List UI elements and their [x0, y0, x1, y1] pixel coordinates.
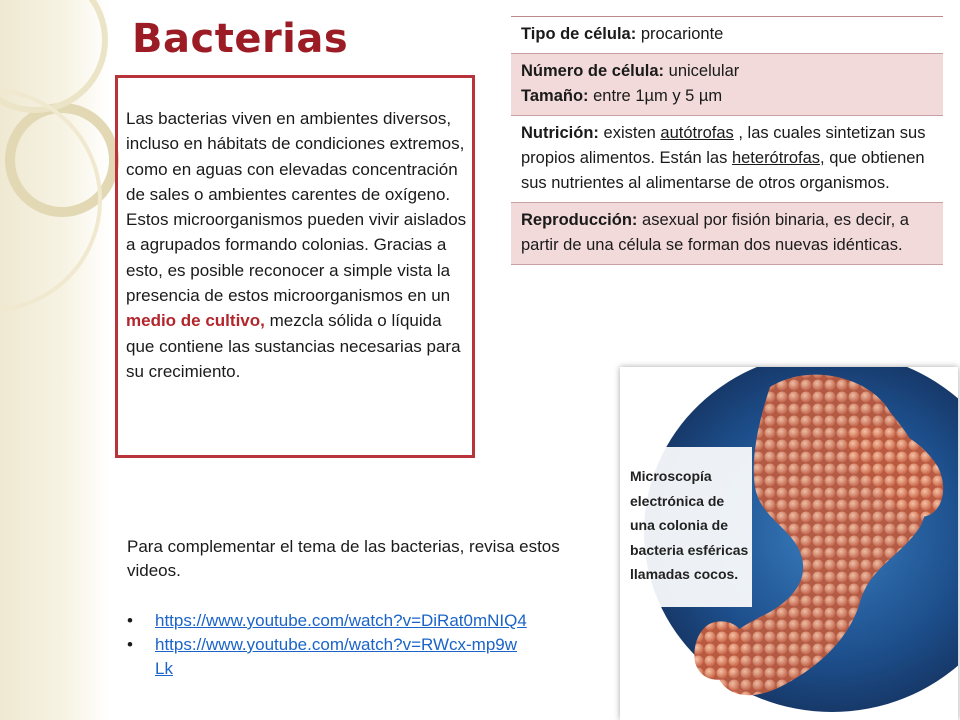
page-title: Bacterias [132, 16, 349, 62]
description-box [115, 75, 475, 458]
nutrition-text-b: , las cuales sintetizan sus propios alimentos. Están las [521, 124, 926, 167]
list-item [127, 609, 595, 633]
cell-number-value: unicelular [668, 62, 740, 80]
size-label: Tamaño: [521, 87, 589, 105]
row-nutrition [511, 116, 943, 203]
caption-line: una colonia de [630, 517, 729, 533]
description-part1: Las bacterias viven en ambientes diversos, incluso en hábitats de condiciones extremos, como en aguas con elevadas concentración de sales o ambientes carentes de oxígeno. [126, 109, 465, 204]
nutrition-text-c: que obtienen sus nutrientes al alimentarse de otros organismos. [521, 149, 925, 192]
decorative-circles [0, 0, 130, 330]
cell-type-label: Tipo de célula: [521, 25, 637, 43]
list-item [127, 633, 595, 681]
complement-text: Para complementar el tema de las bacterias, revisa estos videos. [127, 537, 560, 580]
cell-type-value: procarionte [640, 25, 724, 43]
bullet-icon: • [127, 635, 133, 654]
reproduction-value: asexual por fisión binaria, es decir, a partir de una célula se forman dos nuevas idénticas. [521, 211, 909, 254]
video-link-1[interactable]: https://www.youtube.com/watch?v=DiRat0mNIQ4 [155, 611, 527, 630]
caption-line: bacteria esféricas [630, 541, 749, 558]
size-value: entre 1µm y 5 µm [593, 87, 723, 105]
description-part2: Estos microorganismos pueden vivir aislados a agrupados formando colonias. Gracias a esto, es posible reconocer a simple vista la presencia de estos microorganismos en un [126, 210, 467, 306]
caption-line: Microscopía [630, 468, 712, 484]
row-cell-type [511, 17, 943, 54]
image-caption [630, 464, 748, 587]
video-links-list [127, 609, 595, 681]
row-number-size [511, 54, 943, 116]
cell-number-label: Número de célula: [521, 62, 665, 80]
row-reproduction [511, 203, 943, 265]
caption-line: llamadas cocos. [630, 566, 739, 582]
description-part3: mezcla sólida o líquida que contiene las sustancias necesarias para su crecimiento. [126, 311, 461, 381]
bullet-icon: • [127, 611, 133, 630]
caption-line: electrónica de [630, 492, 725, 509]
characteristics-table [511, 16, 943, 265]
reproduction-label: Reproducción: [521, 211, 638, 229]
video-link-2[interactable]: https://www.youtube.com/watch?v=RWcx-mp9wLk [155, 635, 518, 678]
nutrition-label: Nutrición: [521, 124, 599, 142]
nutrition-text-a: existen [603, 124, 656, 142]
heterotrophs-link[interactable]: heterótrofas, [731, 149, 825, 167]
microscopy-image [620, 367, 958, 720]
autotrophs-link[interactable]: autótrofas [660, 124, 734, 142]
highlight-culture-medium: medio de cultivo, [126, 311, 265, 331]
